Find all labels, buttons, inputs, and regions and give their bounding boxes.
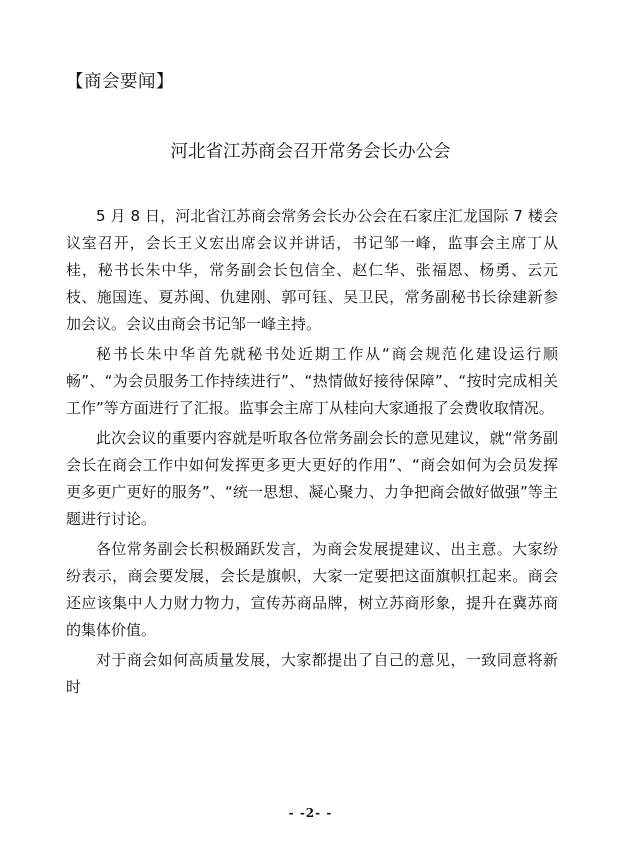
section-label: 【商会要闻】 <box>66 72 174 92</box>
paragraph: 各位常务副会长积极踊跃发言，为商会发展提建议、出主意。大家纷纷表示，商会要发展，会长是旗帜，大家一定要把这面旗帜扛起来。商会还应该集中人力财力物力，宣传苏商品牌，树立苏商形象，提升在冀苏商的集体价值。 <box>66 540 558 639</box>
paragraph: 此次会议的重要内容就是听取各位常务副会长的意见建议，就“常务副会长在商会工作中如何发挥更多更大更好的作用”、“商会如何为会员发挥更多更广更好的服务”、“统一思想、凝心聚力、力争把商会做好做强”等主题进行讨论。 <box>66 429 558 528</box>
paragraph: 秘书长朱中华首先就秘书处近期工作从“商会规范化建设运行顺畅”、“为会员服务工作持续进行”、“热情做好接待保障”、“按时完成相关工作”等方面进行了汇报。监事会主席丁从桂向大家通报了会费收取情况。 <box>66 345 558 417</box>
article-body <box>66 203 558 704</box>
paragraph: 5 月 8 日，河北省江苏商会常务会长办公会在石家庄汇龙国际 7 楼会议室召开，会长王义宏出席会议并讲话，书记邹一峰，监事会主席丁从桂，秘书长朱中华，常务副会长包信全、赵仁华、张福恩、杨勇、云元枝、施国连、夏苏闽、仇建刚、郭可钰、吴卫民，常务副秘书长徐建新参加会议。会议由商会书记邹一峰主持。 <box>66 207 558 333</box>
page-number: - -2- - <box>288 806 333 820</box>
article-title: 河北省江苏商会召开常务会长办公会 <box>170 142 451 162</box>
paragraph: 对于商会如何高质量发展，大家都提出了自己的意见，一致同意将新时 <box>66 651 558 696</box>
